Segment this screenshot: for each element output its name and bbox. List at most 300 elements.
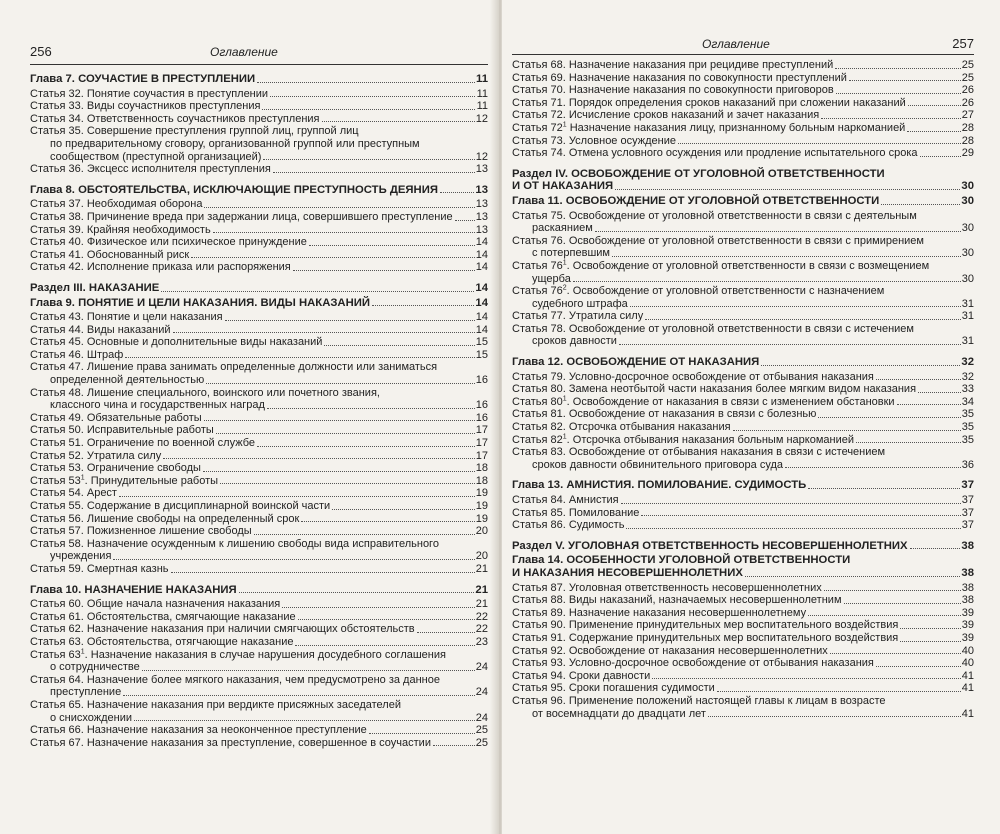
dot-leader [708, 716, 961, 717]
title-text: Статья 93. Условно-досрочное освобождение от отбывания наказания [512, 657, 874, 670]
title-text: Статья 75. Освобождение от уголовной ответственности в связи с деятельным [512, 209, 917, 222]
toc-article[interactable] [512, 446, 974, 471]
toc-article[interactable] [512, 507, 974, 520]
toc-article[interactable] [512, 421, 974, 434]
dot-leader [595, 231, 961, 232]
entry-title [512, 383, 916, 396]
dot-leader [824, 590, 961, 591]
dot-leader [849, 80, 961, 81]
toc-article[interactable] [512, 260, 974, 285]
entry-title [512, 434, 854, 447]
dot-leader [900, 628, 960, 629]
toc-article[interactable] [512, 109, 974, 122]
entry-title [512, 408, 816, 421]
entry-title [512, 670, 650, 683]
entry-title [30, 125, 359, 138]
title-text: Статья 36. Эксцесс исполнителя преступления [30, 163, 271, 176]
toc-article[interactable] [30, 336, 488, 349]
title-text: Раздел IV. ОСВОБОЖДЕНИЕ ОТ УГОЛОВНОЙ ОТВЕТСТВЕННОСТИ [512, 167, 885, 180]
toc-article[interactable] [512, 235, 974, 260]
entry-title [512, 260, 929, 273]
title-text: Статья 49. Обязательные работы [30, 411, 202, 424]
page-ref: 12 [475, 112, 488, 125]
title-text: Статья 57. Пожизненное лишение свободы [30, 525, 252, 538]
running-title: Оглавление [702, 37, 770, 51]
toc-article[interactable] [30, 513, 488, 526]
page-ref: 13 [475, 163, 488, 176]
page-ref: 39 [961, 619, 974, 632]
page-ref: 16 [475, 411, 488, 424]
entry-title [512, 168, 885, 181]
page-ref: 20 [475, 550, 488, 563]
page-ref: 24 [475, 661, 488, 674]
dot-leader [270, 96, 475, 97]
toc-article[interactable] [30, 100, 488, 113]
toc-article[interactable] [30, 113, 488, 126]
toc-article[interactable] [30, 525, 488, 538]
toc-article[interactable] [30, 724, 488, 737]
title-text: Статья 54. Арест [30, 487, 117, 500]
entry-title [512, 554, 850, 567]
toc-line [30, 550, 488, 563]
toc-article[interactable] [512, 383, 974, 396]
toc-article[interactable] [30, 500, 488, 513]
toc-heading[interactable] [30, 584, 488, 597]
entry-title [512, 273, 571, 286]
title-rest: . Принудительные работы [84, 474, 219, 487]
toc-line [30, 598, 488, 611]
toc-line [30, 450, 488, 463]
toc-article[interactable] [512, 632, 974, 645]
toc-article[interactable] [30, 211, 488, 224]
toc-line [30, 113, 488, 126]
toc-line [512, 97, 974, 110]
dot-leader [717, 691, 961, 692]
title-text: Статья 95. Сроки погашения судимости [512, 682, 715, 695]
toc-line [512, 540, 974, 553]
toc-article[interactable] [512, 519, 974, 532]
entry-title [512, 180, 613, 193]
toc-article[interactable] [30, 563, 488, 576]
title-text: Статья 76 [512, 259, 563, 272]
toc-article[interactable] [30, 163, 488, 176]
toc-article[interactable] [30, 649, 488, 674]
title-text: Статья 35. Совершение преступления группой лиц, группой лиц [30, 125, 359, 138]
dot-leader [619, 344, 961, 345]
dot-leader [282, 607, 475, 608]
superscript: 1 [562, 432, 567, 440]
entry-title [512, 122, 905, 135]
toc-line [30, 297, 488, 310]
page-ref: 35 [961, 408, 974, 421]
toc-line [512, 383, 974, 396]
toc-article[interactable] [30, 412, 488, 425]
toc-article[interactable] [30, 623, 488, 636]
toc-line [30, 387, 488, 400]
dot-leader [876, 379, 961, 380]
toc-article[interactable] [30, 424, 488, 437]
toc-article[interactable] [512, 434, 974, 447]
page-ref: 37 [961, 506, 974, 519]
entry-title [30, 661, 140, 674]
entry-title [30, 374, 204, 387]
toc-article[interactable] [512, 210, 974, 235]
title-text: И НАКАЗАНИЯ НЕСОВЕРШЕННОЛЕТНИХ [512, 566, 743, 579]
toc-article[interactable] [512, 645, 974, 658]
dot-leader [626, 528, 960, 529]
page-ref: 13 [475, 223, 488, 236]
entry-title [512, 682, 715, 695]
dot-leader [123, 695, 475, 696]
toc-article[interactable] [30, 598, 488, 611]
toc-article[interactable] [30, 475, 488, 488]
toc-article[interactable] [30, 487, 488, 500]
dot-leader [295, 645, 474, 646]
toc-article[interactable] [512, 97, 974, 110]
entry-title [30, 563, 169, 576]
dot-leader [173, 332, 475, 333]
page-header [512, 38, 974, 60]
toc-article[interactable] [30, 249, 488, 262]
toc-line [512, 222, 974, 235]
toc-article[interactable] [30, 88, 488, 101]
toc-line [30, 737, 488, 750]
dot-leader [216, 433, 475, 434]
toc-heading[interactable] [512, 554, 974, 579]
dot-leader [835, 68, 960, 69]
toc-article[interactable] [30, 324, 488, 337]
toc-article[interactable] [512, 59, 974, 72]
entry-title [30, 324, 171, 337]
dot-leader [910, 548, 961, 549]
entry-title [512, 147, 918, 160]
toc-article[interactable] [30, 636, 488, 649]
title-rest: . Назначение наказания в случае нарушения досудебного соглашения [84, 648, 446, 661]
toc-line [512, 180, 974, 193]
toc-article[interactable] [512, 594, 974, 607]
toc-article[interactable] [30, 311, 488, 324]
dot-leader [761, 365, 960, 366]
title-text: Статья 43. Понятие и цели наказания [30, 311, 223, 324]
title-text: Статья 53 [30, 474, 81, 487]
toc-line [512, 594, 974, 607]
page-ref: 13 [475, 183, 488, 196]
table-of-contents-right [512, 59, 974, 720]
toc-article[interactable] [30, 361, 488, 386]
toc-heading[interactable] [30, 184, 488, 197]
table-of-contents-left [30, 73, 488, 749]
title-text: Статья 52. Утратила силу [30, 449, 162, 462]
dot-leader [920, 156, 961, 157]
page-ref: 28 [961, 134, 974, 147]
toc-article[interactable] [512, 619, 974, 632]
entry-title [512, 356, 759, 369]
toc-article[interactable] [30, 538, 488, 563]
title-text: Статья 39. Крайняя необходимость [30, 223, 211, 236]
page-ref: 21 [475, 562, 488, 575]
page-ref: 12 [475, 150, 488, 163]
page-ref: 11 [476, 73, 488, 85]
dot-leader [856, 442, 961, 443]
entry-title [512, 222, 593, 235]
page-ref: 40 [961, 657, 974, 670]
entry-title [512, 335, 617, 348]
entry-title [512, 695, 886, 708]
toc-heading[interactable] [30, 282, 488, 295]
toc-article[interactable] [512, 396, 974, 409]
title-text: Статья 70. Назначение наказания по совокупности приговоров [512, 84, 834, 97]
page-ref: 36 [961, 458, 974, 471]
page-ref: 24 [475, 711, 488, 724]
page-ref: 14 [475, 236, 488, 249]
toc-line [512, 607, 974, 620]
toc-line [512, 135, 974, 148]
dot-leader [298, 619, 475, 620]
toc-article[interactable] [512, 122, 974, 135]
superscript: 1 [562, 395, 567, 403]
toc-article[interactable] [30, 387, 488, 412]
title-text: Раздел V. УГОЛОВНАЯ ОТВЕТСТВЕННОСТЬ НЕСОВЕРШЕННОЛЕТНИХ [512, 539, 908, 552]
toc-article[interactable] [512, 323, 974, 348]
page-ref: 31 [961, 310, 974, 323]
page-ref: 22 [475, 610, 488, 623]
entry-title [512, 323, 914, 336]
entry-title [512, 235, 924, 248]
title-text: Статья 51. Ограничение по военной службе [30, 437, 256, 450]
page-ref: 29 [961, 147, 974, 160]
toc-article[interactable] [512, 408, 974, 421]
toc-article[interactable] [30, 737, 488, 750]
dot-leader [836, 93, 961, 94]
entry-title [30, 686, 121, 699]
page-ref: 30 [961, 272, 974, 285]
page-ref: 25 [475, 736, 488, 749]
toc-article[interactable] [512, 695, 974, 720]
page-ref: 14 [475, 311, 488, 324]
page-ref: 25 [961, 71, 974, 84]
page-ref: 13 [475, 198, 488, 211]
title-text: Статья 42. Исполнение приказа или распоряжения [30, 261, 291, 274]
toc-article[interactable] [512, 371, 974, 384]
title-text: Статья 82. Отсрочка отбывания наказания [512, 421, 731, 434]
entry-title [512, 195, 879, 208]
toc-article[interactable] [512, 607, 974, 620]
page-ref: 38 [961, 539, 974, 552]
right-page [502, 0, 1000, 834]
toc-heading[interactable] [30, 297, 488, 310]
toc-line [512, 235, 974, 248]
entry-title [30, 424, 214, 437]
dot-leader [225, 320, 475, 321]
page-ref: 37 [961, 494, 974, 506]
page-ref: 11 [476, 87, 488, 100]
title-text: о снисхождении [50, 711, 133, 724]
title-text: судебного штрафа [532, 297, 628, 310]
dot-leader [257, 446, 475, 447]
toc-line [512, 59, 974, 72]
page-ref: 30 [961, 247, 974, 260]
toc-line [512, 122, 974, 135]
title-text: о сотрудничестве [50, 661, 140, 674]
entry-title [512, 519, 624, 532]
toc-article[interactable] [30, 462, 488, 475]
toc-line [30, 636, 488, 649]
dot-leader [645, 319, 961, 320]
dot-leader [881, 204, 960, 205]
toc-article[interactable] [30, 450, 488, 463]
page-ref: 13 [475, 210, 488, 223]
entry-title [30, 138, 420, 151]
page-ref: 24 [475, 686, 488, 699]
toc-line [30, 661, 488, 674]
page-ref: 30 [961, 194, 974, 207]
dot-leader [119, 496, 475, 497]
toc-line [512, 396, 974, 409]
title-text: Статья 41. Обоснованный риск [30, 248, 190, 261]
superscript: 1 [562, 121, 567, 129]
toc-line [512, 479, 974, 492]
entry-title [30, 699, 401, 712]
page-ref: 14 [475, 296, 488, 309]
toc-article[interactable] [512, 135, 974, 148]
toc-line [512, 285, 974, 298]
entry-title [30, 611, 296, 624]
title-text: Статья 63. Обстоятельства, отягчающие наказание [30, 635, 294, 648]
toc-article[interactable] [512, 682, 974, 695]
page-ref: 17 [475, 437, 488, 450]
toc-article[interactable] [512, 72, 974, 85]
toc-article[interactable] [30, 674, 488, 699]
toc-article[interactable] [30, 611, 488, 624]
toc-article[interactable] [30, 437, 488, 450]
title-text: Статья 76. Освобождение от уголовной ответственности в связи с примирением [512, 234, 924, 247]
page-ref: 39 [961, 606, 974, 619]
title-text: Глава 9. ПОНЯТИЕ И ЦЕЛИ НАКАЗАНИЯ. ВИДЫ НАКАЗАНИЙ [30, 296, 370, 309]
toc-article[interactable] [30, 236, 488, 249]
dot-leader [830, 653, 961, 654]
toc-line [512, 273, 974, 286]
page-ref: 21 [475, 598, 488, 611]
toc-line [30, 525, 488, 538]
entry-title [30, 224, 211, 237]
entry-title [512, 632, 898, 645]
dot-leader [678, 143, 961, 144]
dot-leader [630, 306, 961, 307]
toc-line [512, 109, 974, 122]
toc-article[interactable] [30, 198, 488, 211]
toc-article[interactable] [30, 699, 488, 724]
toc-heading[interactable] [512, 195, 974, 208]
toc-line [30, 649, 488, 662]
title-text: учреждения [50, 550, 112, 563]
title-text: Статья 62. Назначение наказания при наличии смягчающих обстоятельств [30, 623, 415, 636]
title-text: Раздел III. НАКАЗАНИЕ [30, 281, 160, 294]
title-text: Статья 45. Основные и дополнительные виды наказаний [30, 336, 323, 349]
title-text: Статья 56. Лишение свободы на определенный срок [30, 512, 300, 525]
toc-line [512, 670, 974, 683]
page-ref: 41 [961, 669, 974, 682]
title-text: Статья 92. Освобождение от наказания несовершеннолетних [512, 644, 828, 657]
toc-article[interactable] [512, 310, 974, 323]
toc-article[interactable] [512, 582, 974, 595]
toc-article[interactable] [512, 84, 974, 97]
page-ref: 38 [961, 594, 974, 607]
toc-line [30, 412, 488, 425]
toc-line [512, 695, 974, 708]
toc-line [30, 211, 488, 224]
title-text: Статья 80. Замена неотбытой части наказания более мягким видом наказания [512, 383, 917, 396]
toc-line [30, 361, 488, 374]
page-ref: 19 [475, 487, 488, 500]
toc-line [512, 657, 974, 670]
toc-article[interactable] [512, 285, 974, 310]
running-title: Оглавление [210, 45, 278, 59]
title-text: Статья 84. Амнистия [512, 494, 619, 506]
entry-title [30, 674, 440, 687]
title-text: Статья 48. Лишение специального, воинского или почетного звания, [30, 386, 380, 399]
toc-line [512, 459, 974, 472]
title-text: Статья 72. Исчисление сроков наказаний и зачет наказания [512, 109, 820, 122]
toc-article[interactable] [30, 349, 488, 362]
toc-article[interactable] [512, 670, 974, 683]
toc-article[interactable] [30, 261, 488, 274]
toc-line [30, 611, 488, 624]
toc-article[interactable] [512, 494, 974, 507]
page-ref: 16 [475, 399, 488, 412]
page-number: 256 [30, 44, 52, 59]
title-text: Статья 77. Утратила силу [512, 310, 644, 323]
entry-title [30, 598, 280, 611]
page-ref: 35 [961, 421, 974, 434]
title-text: Глава 7. СОУЧАСТИЕ В ПРЕСТУПЛЕНИИ [30, 73, 256, 85]
dot-leader [254, 534, 475, 535]
toc-line [30, 424, 488, 437]
toc-line [30, 584, 488, 597]
dot-leader [267, 408, 475, 409]
page-ref: 38 [961, 566, 974, 579]
toc-line [512, 582, 974, 595]
entry-title [512, 298, 628, 311]
toc-article[interactable] [512, 147, 974, 160]
page-ref: 37 [961, 519, 974, 532]
toc-heading[interactable] [512, 168, 974, 193]
entry-title [512, 607, 806, 620]
entry-title [512, 135, 676, 148]
entry-title [30, 361, 437, 374]
toc-article[interactable] [30, 224, 488, 237]
title-rest: . Освобождение от уголовной ответственности с назначением [566, 285, 885, 298]
toc-heading[interactable] [512, 540, 974, 553]
toc-article[interactable] [30, 125, 488, 163]
entry-title [30, 712, 132, 725]
entry-title [512, 59, 833, 72]
toc-line [30, 324, 488, 337]
page-ref: 32 [961, 356, 974, 369]
toc-heading[interactable] [512, 479, 974, 492]
entry-title [512, 459, 783, 472]
page-ref: 11 [476, 100, 488, 113]
toc-line [30, 88, 488, 101]
toc-article[interactable] [512, 657, 974, 670]
toc-heading[interactable] [30, 73, 488, 86]
entry-title [512, 396, 895, 409]
page-ref: 25 [475, 724, 488, 737]
title-text: Статья 40. Физическое или психическое принуждение [30, 236, 307, 249]
title-text: Статья 71. Порядок определения сроков наказаний при сложении наказаний [512, 96, 906, 109]
dot-leader [113, 559, 474, 560]
title-text: определенной деятельностью [50, 374, 205, 387]
toc-heading[interactable] [512, 356, 974, 369]
